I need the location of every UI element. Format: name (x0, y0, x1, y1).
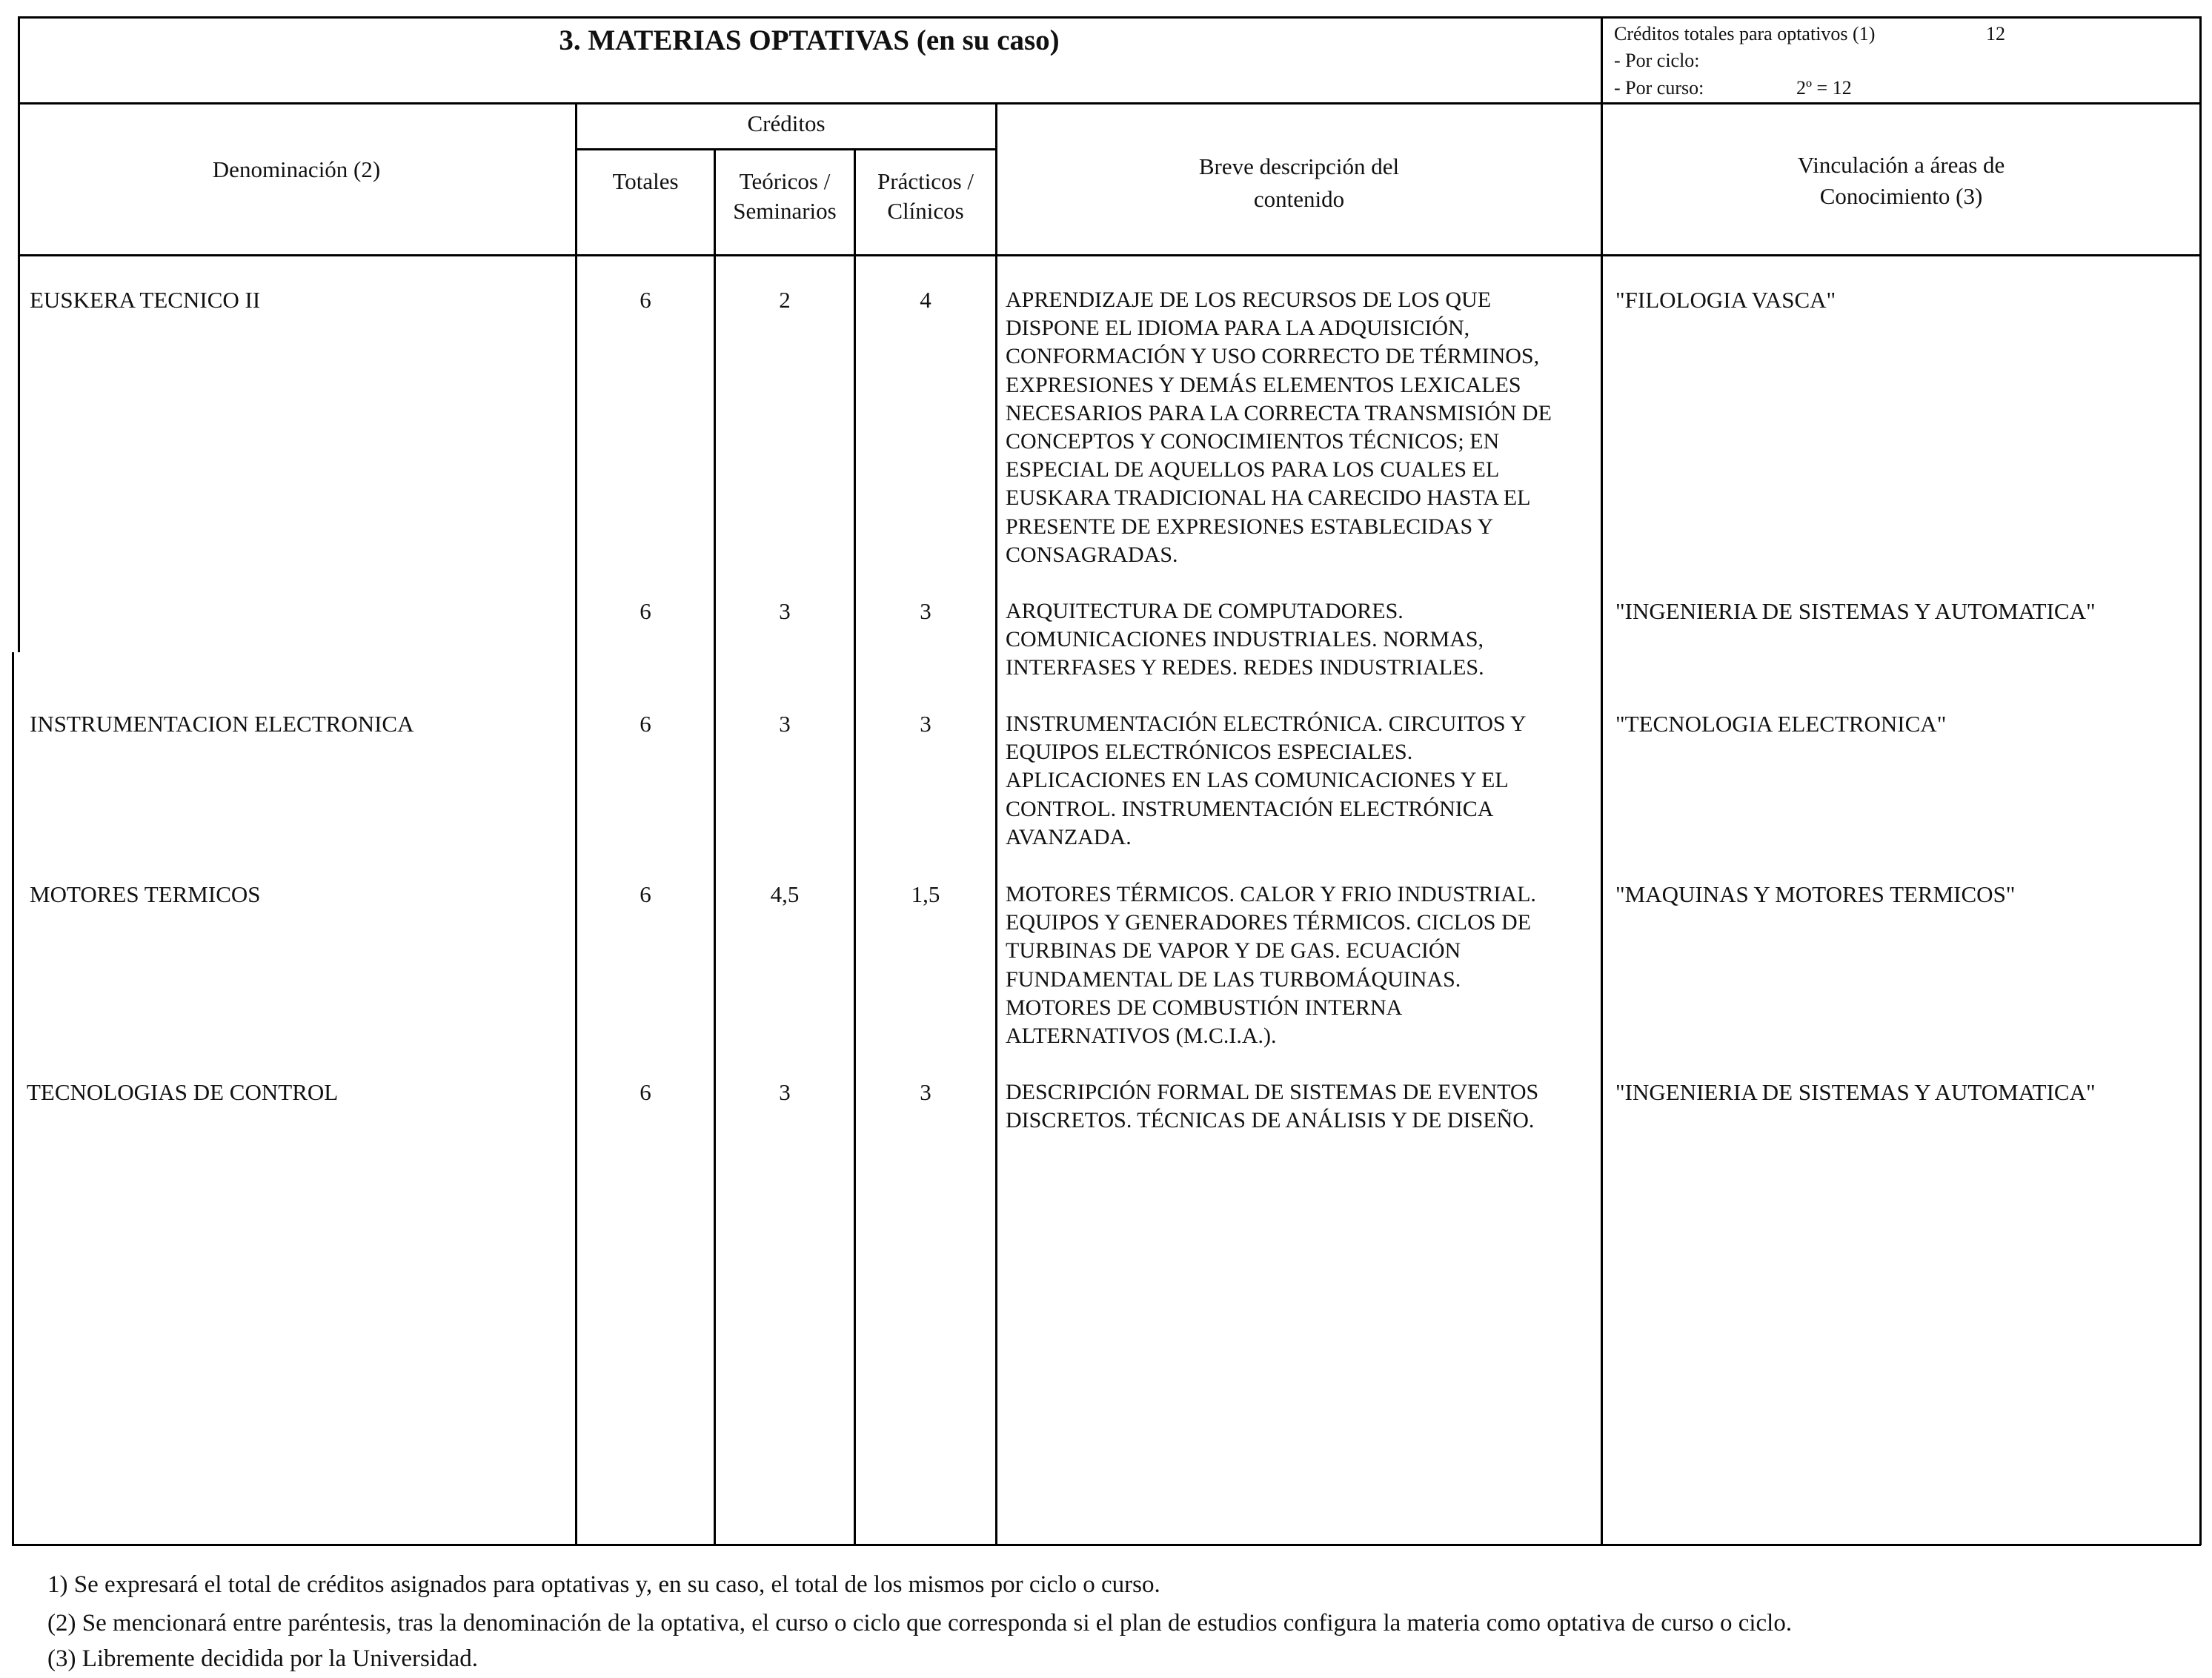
row-practicos: 3 (920, 1079, 931, 1105)
row-area: "MAQUINAS Y MOTORES TERMICOS" (1615, 881, 2016, 907)
rule-col-vinculacion (1601, 16, 1603, 1545)
row-practicos: 1,5 (911, 881, 940, 907)
header-practicos-1: Prácticos / (877, 168, 974, 194)
description-line: PRESENTE DE EXPRESIONES ESTABLECIDAS Y (1006, 514, 1494, 539)
row-practicos: 4 (920, 287, 931, 313)
header-denominacion: Denominación (2) (212, 156, 381, 182)
description-line: COMUNICACIONES INDUSTRIALES. NORMAS, (1006, 627, 1484, 652)
row-practicos: 3 (920, 598, 931, 624)
header-teoricos-1: Teóricos / (739, 168, 831, 194)
por-curso-value: 2º = 12 (1796, 77, 1852, 99)
row-teoricos: 4,5 (770, 881, 800, 907)
header-teoricos-2: Seminarios (733, 198, 837, 224)
row-name: MOTORES TERMICOS (30, 881, 261, 907)
rule-right (2199, 16, 2202, 1545)
row-description (1006, 286, 1552, 569)
row-description (1006, 881, 1536, 1050)
header-descripcion-2: contenido (1253, 186, 1345, 212)
credits-total-label: Créditos totales para optativos (1) (1614, 23, 1876, 44)
description-line: INTERFASES Y REDES. REDES INDUSTRIALES. (1006, 655, 1484, 680)
row-teoricos: 2 (779, 287, 791, 313)
rule-header-bottom (18, 254, 2201, 256)
rule-left-lower (12, 652, 14, 1546)
row-teoricos: 3 (779, 598, 791, 624)
credits-total-value: 12 (1986, 23, 2005, 44)
description-line: CONFORMACIÓN Y USO CORRECTO DE TÉRMINOS, (1006, 344, 1540, 369)
row-description (1006, 710, 1527, 852)
rule-title-bottom (18, 102, 2201, 105)
description-line: NECESARIOS PARA LA CORRECTA TRANSMISIÓN DE (1006, 400, 1552, 425)
rule-left-upper (18, 16, 20, 652)
header-creditos: Créditos (747, 110, 826, 136)
rule-top (18, 16, 2201, 19)
description-line: EUSKARA TRADICIONAL HA CARECIDO HASTA EL (1006, 485, 1531, 511)
description-line: CONSAGRADAS. (1006, 542, 1178, 567)
description-line: FUNDAMENTAL DE LAS TURBOMÁQUINAS. (1006, 966, 1461, 992)
description-line: TURBINAS DE VAPOR Y DE GAS. ECUACIÓN (1006, 938, 1461, 964)
rule-col-totales (575, 104, 577, 1545)
row-description (1006, 1078, 1538, 1135)
description-line: DISPONE EL IDIOMA PARA LA ADQUISICIÓN, (1006, 316, 1470, 341)
description-line: INSTRUMENTACIÓN ELECTRÓNICA. CIRCUITOS Y (1006, 712, 1527, 736)
description-line: MOTORES DE COMBUSTIÓN INTERNA (1006, 995, 1403, 1020)
row-practicos: 3 (920, 711, 931, 737)
row-teoricos: 3 (779, 1079, 791, 1105)
description-line: CONTROL. INSTRUMENTACIÓN ELECTRÓNICA (1006, 796, 1494, 821)
description-line: APLICACIONES EN LAS COMUNICACIONES Y EL (1006, 768, 1509, 793)
row-area: "INGENIERIA DE SISTEMAS Y AUTOMATICA" (1615, 1079, 2096, 1105)
row-description (1006, 597, 1484, 683)
por-curso-label: - Por curso: (1614, 77, 1704, 99)
footnote-3: (3) Libremente decidida por la Universidad. (47, 1645, 478, 1672)
header-descripcion-1: Breve descripción del (1198, 153, 1400, 179)
footnote-1: 1) Se expresará el total de créditos asignados para optativas y, en su caso, el total de los mismos por ciclo o curso. (47, 1571, 1160, 1598)
description-line: DESCRIPCIÓN FORMAL DE SISTEMAS DE EVENTOS (1006, 1080, 1539, 1104)
por-ciclo-label: - Por ciclo: (1614, 50, 1700, 71)
header-totales: Totales (612, 168, 679, 194)
description-line: ALTERNATIVOS (M.C.I.A.). (1006, 1024, 1277, 1049)
row-name: TECNOLOGIAS DE CONTROL (27, 1079, 339, 1105)
row-area: "FILOLOGIA VASCA" (1615, 287, 1836, 313)
header-vinculacion-1: Vinculación a áreas de (1797, 152, 2005, 178)
description-line: MOTORES TÉRMICOS. CALOR Y FRIO INDUSTRIAL. (1006, 882, 1536, 906)
row-area: "INGENIERIA DE SISTEMAS Y AUTOMATICA" (1615, 598, 2096, 624)
row-area: "TECNOLOGIA ELECTRONICA" (1615, 711, 1947, 737)
rule-col-practicos (854, 148, 856, 1545)
row-name: INSTRUMENTACION ELECTRONICA (30, 711, 414, 737)
description-line: EQUIPOS ELECTRÓNICOS ESPECIALES. (1006, 740, 1413, 765)
row-totales: 6 (640, 598, 651, 624)
description-line: EQUIPOS Y GENERADORES TÉRMICOS. CICLOS DE (1006, 910, 1531, 935)
row-name: EUSKERA TECNICO II (30, 287, 261, 313)
description-line: APRENDIZAJE DE LOS RECURSOS DE LOS QUE (1006, 288, 1492, 312)
row-totales: 6 (640, 287, 651, 313)
rule-col-teoricos (714, 148, 716, 1545)
rule-col-descripcion (995, 104, 997, 1545)
rule-table-bottom (12, 1544, 2201, 1546)
description-line: DISCRETOS. TÉCNICAS DE ANÁLISIS Y DE DISEÑO. (1006, 1108, 1535, 1133)
row-totales: 6 (640, 711, 651, 737)
row-teoricos: 3 (779, 711, 791, 737)
rule-creditos-bottom (577, 148, 997, 150)
description-line: AVANZADA. (1006, 824, 1132, 849)
row-totales: 6 (640, 881, 651, 907)
row-totales: 6 (640, 1079, 651, 1105)
header-practicos-2: Clínicos (887, 198, 964, 224)
description-line: ARQUITECTURA DE COMPUTADORES. (1006, 599, 1404, 623)
header-vinculacion-2: Conocimiento (3) (1819, 183, 1983, 209)
description-line: CONCEPTOS Y CONOCIMIENTOS TÉCNICOS; EN (1006, 429, 1500, 454)
description-line: EXPRESIONES Y DEMÁS ELEMENTOS LEXICALES (1006, 372, 1521, 397)
footnote-2: (2) Se mencionará entre paréntesis, tras la denominación de la optativa, el curso o ciclo que corresponda si el plan de estudios configura la materia como optativa de curso o ciclo. (47, 1610, 1793, 1636)
section-title: 3. MATERIAS OPTATIVAS (en su caso) (559, 24, 1060, 56)
description-line: ESPECIAL DE AQUELLOS PARA LOS CUALES EL (1006, 457, 1500, 482)
